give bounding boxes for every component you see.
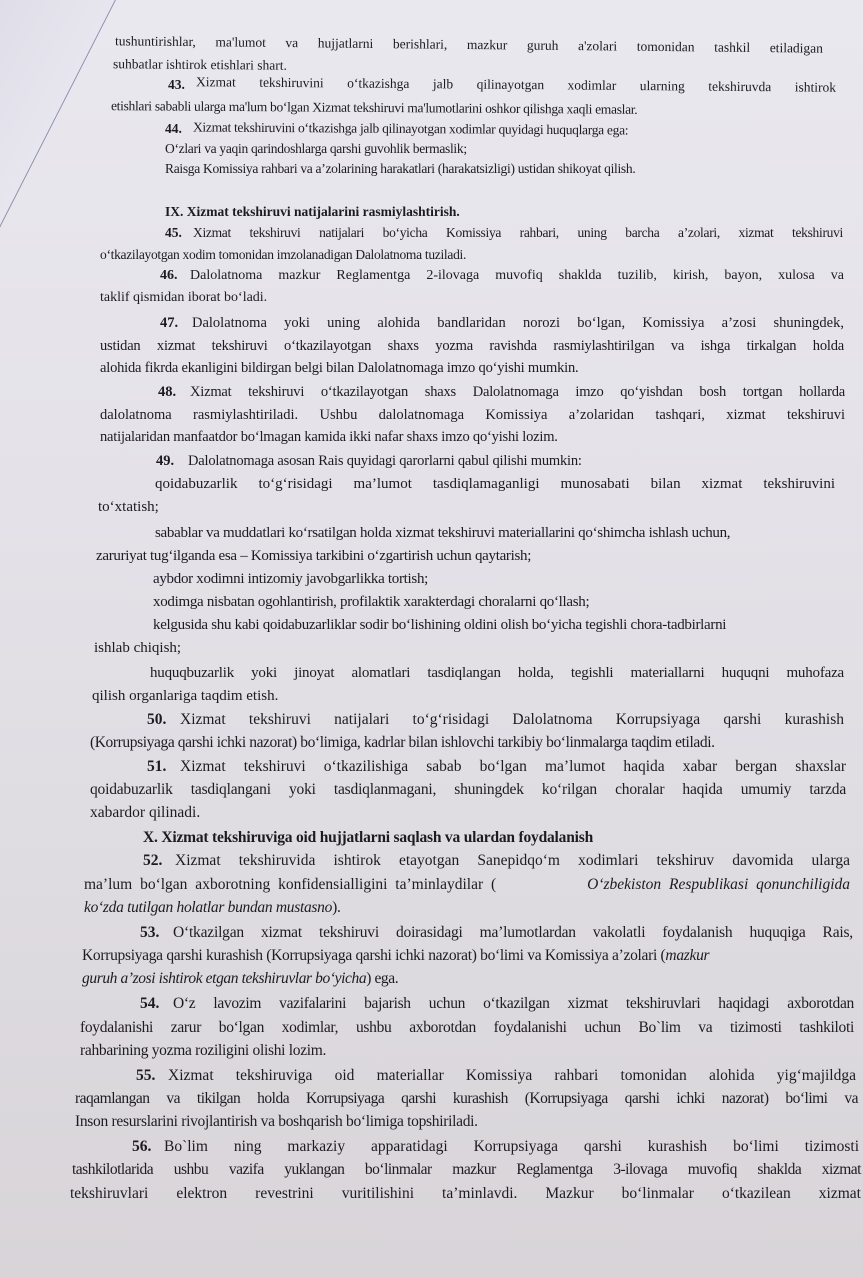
p56-line-2: tashkilotlarida ushbu vazifa yuklangan bo‘linmalar mazkur Reglamentga 3-ilovaga muvofiq shaklda xizmat (72, 1161, 861, 1178)
p55-num: 55. (136, 1067, 156, 1084)
p49-item-2: sabablar va muddatlari ko‘rsatilgan holda xizmat tekshiruvi materiallarini qo‘shimcha ishlash uchun, (155, 525, 731, 541)
p43-number (168, 78, 185, 92)
p56-line-1: Bo`lim ning markaziy apparatidagi Korrupsiyaga qarshi kurashish bo‘limi tizimosti (164, 1138, 859, 1155)
p55-line-2: raqamlangan va tikilgan holda Korrupsiyaga qarshi kurashish (Korrupsiyaga qarshi ichki nazorat) bo‘limi va (75, 1090, 858, 1107)
p48-line-3: natijalaridan manfaatdor bo‘lmagan kamida ikki nafar shaxs imzo qo‘yishi lozim. (100, 429, 558, 445)
p52-line-3-a: ko‘zda tutilgan holatlar bundan mustasno (84, 899, 333, 916)
p50-number (147, 712, 166, 728)
p47-line-1: Dalolatnoma yoki uning alohida bandlaridan norozi bo‘lgan, Komissiya a’zosi shuningdek, (192, 315, 844, 331)
p49-item-5-cont: ishlab chiqish; (94, 640, 182, 656)
section-x-heading: X. Xizmat tekshiruviga oid hujjatlarni saqlash va ulardan foydalanish (143, 829, 593, 846)
p45-num: 45. (165, 225, 182, 240)
p45-line-2: o‘tkazilayotgan xodim tomonidan imzolanadigan Dalolatnoma tuziladi. (100, 247, 467, 262)
p53-number (140, 925, 159, 941)
p49-item-3: aybdor xodimni intizomiy javobgarlikka tortish; (153, 571, 429, 587)
p54-num: 54. (140, 995, 160, 1012)
p53-line-3 (82, 971, 398, 987)
p56-number (132, 1139, 151, 1155)
p55-line-3: Inson resurslarini rivojlantirish va boshqarish bo‘limiga topshiriladi. (75, 1113, 478, 1130)
p49-item-6: huquqbuzarlik yoki jinoyat alomatlari tasdiqlangan holda, tegishli materiallarni huquqni muhofaza (150, 665, 844, 681)
p48-line-2: dalolatnoma rasmiylashtiriladi. Ushbu dalolatnomaga Komissiya a’zolaridan tashqari, xizmat tekshiruvi (100, 407, 845, 423)
p46-line-2: taklif qismidan iborat bo‘ladi. (100, 290, 268, 305)
p42-line-1: tushuntirishlar, ma'lumot va hujjatlarni berishlari, mazkur guruh a'zolari tomonidan tashkil etiladigan (114, 33, 824, 56)
p49-item-5: kelgusida shu kabi qoidabuzarliklar sodir bo‘lishining oldini olish bo‘yicha tegishli chora-tadbirlarni (153, 617, 727, 633)
p51-line-2: qoidabuzarlik tasdiqlangani yoki tasdiqlanmagani, shuningdek ko‘rilgan choralar haqida umumiy tarzda (90, 781, 846, 798)
p53-line-2-a: Korrupsiyaga qarshi kurashish (Korrupsiyaga qarshi ichki nazorat) bo‘limi va Komissiya a’zolari ( (82, 947, 666, 964)
p44-number (165, 122, 182, 136)
p49-item-4: xodimga nisbatan ogohlantirish, profilaktik xarakterdagi choralarni qo‘llash; (153, 594, 590, 610)
p43-num: 43. (168, 77, 185, 92)
p56-line-3: tekshiruvlari elektron revestrini vuritilishini ta’minlavdi. Mazkur bo‘linmalar o‘tkazilean xizmat (70, 1185, 861, 1202)
section-ix-heading: IX. Xizmat tekshiruvi natijalarini rasmiylashtirish. (165, 204, 460, 219)
p44-line-1: Xizmat tekshiruvini o‘tkazishga jalb qilinayotgan xodimlar quyidagi huquqlarga ega: (192, 119, 629, 138)
p42-line-2: suhbatlar ishtirok etishlari shart. (112, 56, 288, 73)
p47-num: 47. (160, 315, 179, 331)
p49-item-1-cont: to‘xtatish; (98, 499, 159, 515)
p52-line-3 (84, 900, 341, 916)
p53-line-3-b: ) ega. (366, 970, 399, 987)
p51-number (147, 759, 166, 775)
p52-line-2-b: O‘zbekiston Respublikasi qonunchiligida (587, 876, 850, 893)
p51-line-1: Xizmat tekshiruvi o‘tkazilishiga sabab bo‘lgan ma’lumot haqida xabar bergan shaxslar (180, 758, 846, 775)
p47-line-2: ustidan xizmat tekshiruvi o‘tkazilayotgan shaxs yozma ravishda rasmiylashtirilgan va ishga tirkalgan holda (100, 338, 844, 354)
p43-line-1: Xizmat tekshiruvini o‘tkazishga jalb qilinayotgan xodimlar ularning tekshiruvda ishtirok (195, 74, 837, 95)
p49-number (156, 454, 174, 469)
p52-num: 52. (143, 852, 163, 869)
p46-num: 46. (160, 268, 178, 283)
p52-line-2-a: ma’lum bo‘lgan axborotning konfidensialligini ta’minlaydilar ( (84, 876, 497, 893)
p46-number (160, 269, 178, 283)
p50-num: 50. (147, 711, 167, 728)
p51-line-3: xabardor qilinadi. (90, 804, 201, 821)
p52-number (143, 853, 162, 869)
p51-num: 51. (147, 758, 167, 775)
p48-number (158, 385, 176, 400)
p55-number (136, 1068, 155, 1084)
p49-item-6-cont: qilish organlariga taqdim etish. (92, 688, 279, 704)
p54-line-3: rahbarining yozma roziligini olishi lozim. (80, 1042, 327, 1059)
p52-line-1: Xizmat tekshiruvida ishtirok etayotgan Sanepidqo‘m xodimlari tekshiruv davomida ularga (175, 852, 850, 869)
p54-number (140, 996, 159, 1012)
p48-num: 48. (158, 384, 177, 400)
p45-number (165, 226, 182, 240)
p46-line-1: Dalolatnoma mazkur Reglamentga 2-ilovaga muvofiq shaklda tuzilib, kirish, bayon, xulosa va (190, 268, 844, 283)
p49-num: 49. (156, 453, 175, 469)
p54-line-1: O‘z lavozim vazifalarini bajarish uchun o‘tkazilgan xizmat tekshiruvlari haqidagi axborotdan (173, 995, 854, 1012)
p49-item-1: qoidabuzarlik to‘g‘risidagi ma’lumot tasdiqlamaganligi munosabati bilan xizmat tekshiruvini (155, 476, 835, 492)
p44-line-3: Raisga Komissiya rahbari va a’zolarining harakatlari (harakatsizligi) ustidan shikoyat qilish. (165, 161, 636, 176)
p48-line-1: Xizmat tekshiruvi o‘tkazilayotgan shaxs Dalolatnomaga imzo qo‘yishdan bosh tortgan hollarda (190, 384, 845, 400)
p55-line-1: Xizmat tekshiruviga oid materiallar Komissiya rahbari tomonidan alohida yig‘majildga (168, 1067, 856, 1084)
p50-line-1: Xizmat tekshiruvi natijalari to‘g‘risidagi Dalolatnoma Korrupsiyaga qarshi kurashish (180, 711, 844, 728)
p53-line-2 (82, 948, 709, 964)
p52-line-2 (84, 877, 850, 893)
p44-num: 44. (165, 121, 182, 136)
p53-line-2-b: mazkur (665, 947, 710, 964)
p53-line-1: O‘tkazilgan xizmat tekshiruvi doirasidagi ma’lumotlardan vakolatli foydalanish huquqiga Rais, (173, 924, 853, 941)
p49-line-1: Dalolatnomaga asosan Rais quyidagi qarorlarni qabul qilishi mumkin: (188, 453, 582, 469)
p45-line-1: Xizmat tekshiruvi natijalari bo‘yicha Komissiya rahbari, uning barcha a’zolari, xizmat tekshiruvi (193, 225, 843, 240)
p56-num: 56. (132, 1138, 152, 1155)
p53-num: 53. (140, 924, 160, 941)
p49-item-2-cont: zaruriyat tug‘ilganda esa – Komissiya tarkibini o‘zgartirish uchun qaytarish; (96, 548, 532, 564)
p54-line-2: foydalanishi zarur bo‘lgan xodimlar, ushbu axborotdan foydalanishi uchun Bo`lim va tizimosti tashkiloti (80, 1019, 854, 1036)
p44-line-2: O‘zlari va yaqin qarindoshlarga qarshi guvohlik bermaslik; (165, 141, 467, 156)
p43-line-2: etishlari sababli ularga ma'lum bo‘lgan Xizmat tekshiruvi ma'lumotlarini oshkor qilishga xaqli emaslar. (110, 98, 638, 117)
p47-line-3: alohida fikrda ekanligini bildirgan belgi bilan Dalolatnomaga imzo qo‘yishi mumkin. (100, 360, 579, 376)
p47-number (160, 316, 178, 331)
p53-line-3-a: guruh a’zosi ishtirok etgan tekshiruvlar bo‘yicha (82, 970, 367, 987)
p52-line-3-b: ). (332, 899, 341, 916)
p50-line-2: (Korrupsiyaga qarshi ichki nazorat) bo‘limiga, kadrlar bilan ishlovchi tarkibiy bo‘linmalarga taqdim etiladi. (90, 734, 715, 751)
